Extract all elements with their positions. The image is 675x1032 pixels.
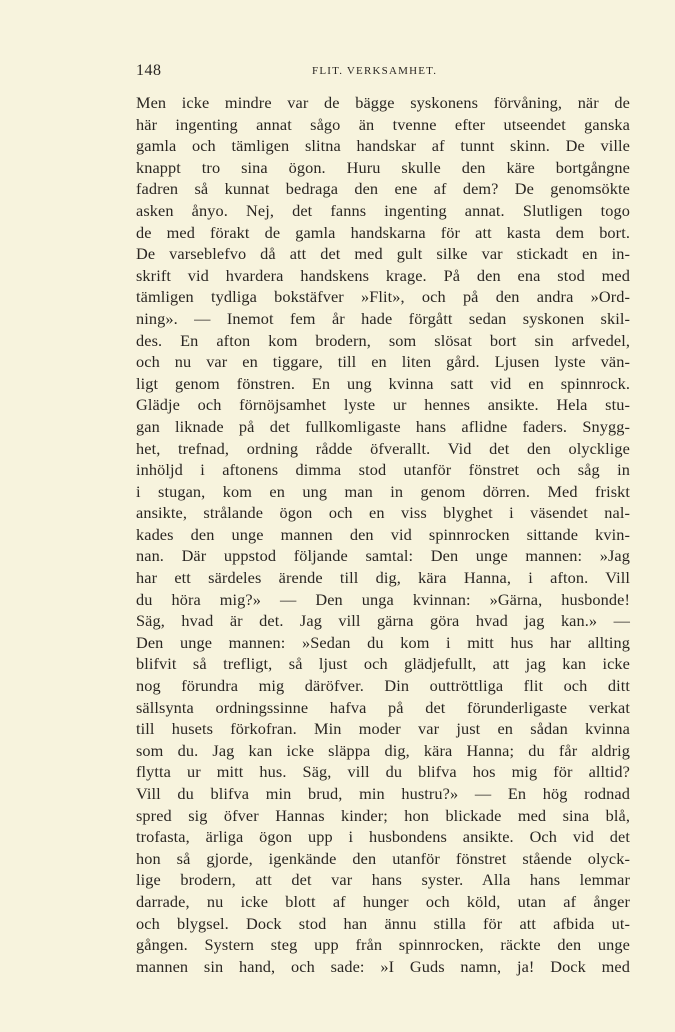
text-line: Vill du blifva min brud, min hustru?» — En hög rodnad xyxy=(136,784,630,803)
text-line: de med förakt de gamla handskarna för att kasta dem bort. xyxy=(136,222,630,242)
text-line: Men icke mindre var de bägge syskonens förvåning, när de xyxy=(136,93,630,112)
text-line: gamla och tämligen slitna handskar af tunnt skinn. De ville xyxy=(136,136,630,156)
text-line: gan liknade på det fullkomligaste hans aflidne faders. Snygg- xyxy=(136,416,630,436)
text-line: knappt tro sina ögon. Huru skulle den käre bortgångne xyxy=(136,157,630,177)
text-line: Glädje och förnöjsamhet lyste ur hennes ansikte. Hela stu- xyxy=(136,395,630,415)
text-line: ning». — Inemot fem år hade förgått sedan syskonen skil- xyxy=(136,308,630,328)
text-line: nog förundra mig däröfver. Din outtröttliga flit och ditt xyxy=(136,676,630,696)
text-line: inhöljd i aftonens dimma stod utanför fönstret och såg in xyxy=(136,460,630,480)
text-line: asken ånyo. Nej, det fanns ingenting annat. Slutligen togo xyxy=(136,200,630,220)
text-line: har ett särdeles ärende till dig, kära Hanna, i afton. Vill xyxy=(136,568,630,588)
page-header xyxy=(136,62,630,86)
text-line: till husets förkofran. Min moder var just en sådan kvinna xyxy=(136,719,630,739)
text-line: Den unge mannen: »Sedan du kom i mitt hus har allting xyxy=(136,632,630,652)
text-line: nan. Där uppstod följande samtal: Den unge mannen: »Jag xyxy=(136,546,630,566)
text-line: hon så gjorde, igenkände den utanför fönstret stående olyck- xyxy=(136,848,630,868)
text-line: lige brodern, att det var hans syster. Alla hans lemmar xyxy=(136,870,630,890)
text-line: Säg, hvad är det. Jag vill gärna göra hvad jag kan.» — xyxy=(136,611,630,631)
text-line: kades den unge mannen den vid spinnrocken sittande kvin- xyxy=(136,524,630,544)
text-line: tämligen tydliga bokstäfver »Flit», och på den andra »Ord- xyxy=(136,287,630,307)
text-line: ligt genom fönstren. En ung kvinna satt vid en spinnrock. xyxy=(136,373,630,393)
text-line: blifvit så trefligt, så ljust och glädjefullt, att jag kan icke xyxy=(136,654,630,674)
text-line: het, trefnad, ordning rådde öfverallt. Vid det den olycklige xyxy=(136,438,630,458)
running-head: FLIT. VERKSAMHET. xyxy=(312,65,438,77)
text-line: des. En afton kom brodern, som slösat bort sin arfvedel, xyxy=(136,330,630,350)
text-line: flytta ur mitt hus. Säg, vill du blifva hos mig för alltid? xyxy=(136,762,630,782)
text-line: i stugan, kom en ung man in genom dörren. Med friskt xyxy=(136,481,630,501)
text-line: gången. Systern steg upp från spinnrocken, räckte den unge xyxy=(136,935,630,955)
text-line: skrift vid hvardera handskens krage. På den ena stod med xyxy=(136,265,630,285)
text-line: ansikte, strålande ögon och en viss blyghet i väsendet nal- xyxy=(136,503,630,523)
text-line: sällsynta ordningssinne hafva på det förunderligaste verkat xyxy=(136,697,630,717)
text-line: mannen sin hand, och sade: »I Guds namn, ja! Dock med xyxy=(136,956,630,976)
text-line: trofasta, ärliga ögon upp i husbondens ansikte. Och vid det xyxy=(136,827,630,847)
text-line: här ingenting annat sågo än tvenne efter utseendet ganska xyxy=(136,114,630,134)
text-line: De varseblefvo då att det med gult silke var stickadt en in- xyxy=(136,244,630,264)
text-line: som du. Jag kan icke släppa dig, kära Hanna; du får aldrig xyxy=(136,740,630,760)
text-line: och blygsel. Dock stod han ännu stilla för att afbida ut- xyxy=(136,913,630,933)
body-text xyxy=(136,92,630,977)
page-number: 148 xyxy=(136,62,162,79)
text-line: och nu var en tiggare, till en liten gård. Ljusen lyste vän- xyxy=(136,352,630,372)
text-line: du höra mig?» — Den unga kvinnan: »Gärna, husbonde! xyxy=(136,589,630,609)
text-line: spred sig öfver Hannas kinder; hon blickade med sina blå, xyxy=(136,805,630,825)
text-line: darrade, nu icke blott af hunger och köld, utan af ånger xyxy=(136,891,630,911)
text-line: fadren så kunnat bedraga den ene af dem? De genomsökte xyxy=(136,179,630,199)
